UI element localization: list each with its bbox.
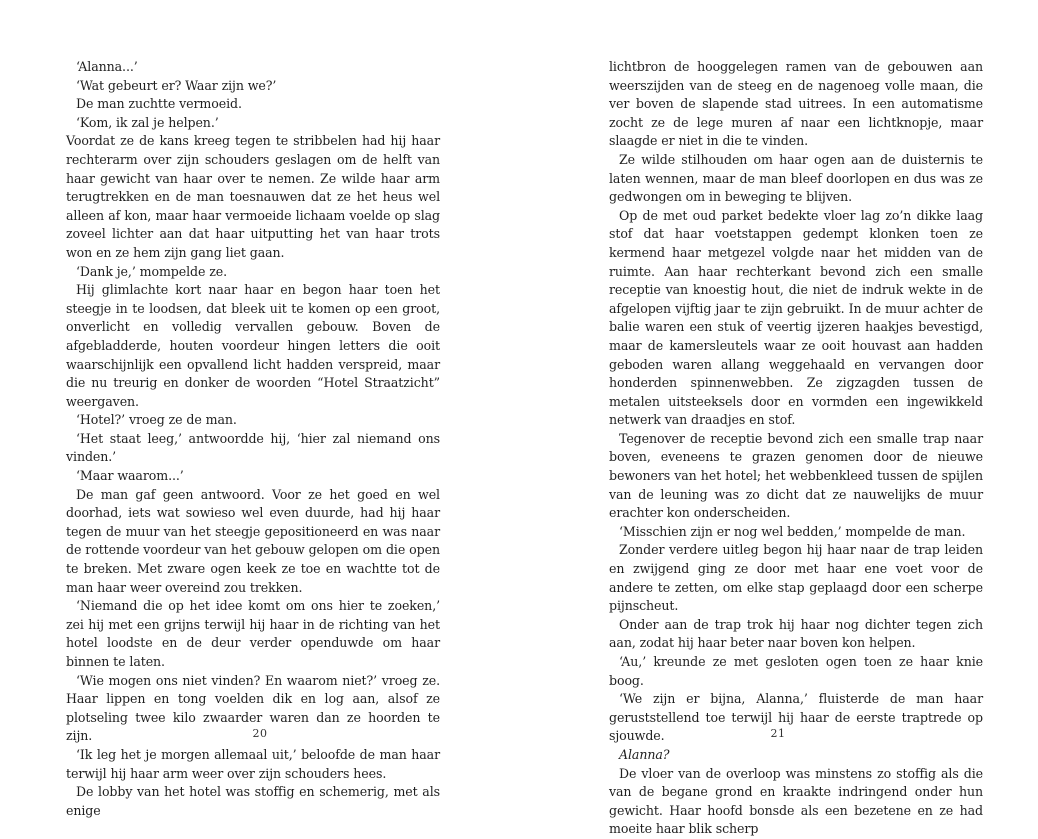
paragraph: Zonder verdere uitleg begon hij haar naar de trap leiden en zwijgend ging ze door met haar ene voet voor de andere te zetten, om elke stap geplaagd door een scherpe pijnscheut. [609,542,983,614]
paragraph: De vloer van de overloop was minstens zo stoffig als die van de begane grond en kraakte indringend onder hun gewicht. Haar hoofd bonsde als een bezetene en ze had moeite haar blik scherp [609,765,983,837]
paragraph: ‘Maar waarom...’ [76,468,184,484]
paragraph: ‘Kom, ik zal je helpen.’ [76,114,219,130]
paragraph: De man zuchtte vermoeid. [76,96,242,112]
paragraph: Tegenover de receptie bevond zich een smalle trap naar boven, eveneens te grazen genomen door de nieuwe bewoners van het hotel; het webbenkleed tussen de spijlen van de leuning was zo dicht dat ze nauwelijks de muur erachter kon onderscheiden. [609,430,983,521]
page-number-right: 21 [770,727,786,740]
paragraph-italic: Alanna? [619,746,670,762]
paragraph: De man gaf geen antwoord. Voor ze het goed en wel doorhad, iets wat sowieso wel even duurde, had hij haar tegen de muur van het steegje gepositioneerd en was naar de rottende voordeur van het gebouw gelopen om die open te breken. Met zware ogen keek ze toe en wachtte tot de man haar weer overeind zou trekken. [66,486,440,595]
paragraph: ‘We zijn er bijna, Alanna,’ fluisterde de man haar geruststellend toe terwijl hij haar de eerste traptrede op sjouwde. [609,691,983,744]
paragraph: ‘Ik leg het je morgen allemaal uit,’ beloofde de man haar terwijl hij haar arm weer over zijn schouders hees. [66,746,440,781]
paragraph: lichtbron de hooggelegen ramen van de gebouwen aan weerszijden van de steeg en de nagenoeg volle maan, die ver boven de slapende stad uitrees. In een automatisme zocht ze de lege muren af naar een lichtknopje, maar slaagde er niet in die te vinden. [609,59,983,149]
paragraph: Onder aan de trap trok hij haar nog dichter tegen zich aan, zodat hij haar beter naar boven kon helpen. [609,616,983,651]
paragraph: De lobby van het hotel was stoffig en schemerig, met als enige [66,784,440,818]
paragraph: ‘Wat gebeurt er? Waar zijn we?’ [76,77,277,93]
paragraph: ‘Het staat leeg,’ antwoordde hij, ‘hier zal niemand ons vinden.’ [66,430,440,465]
paragraph: Ze wilde stilhouden om haar ogen aan de duisternis te laten wennen, maar de man bleef doorlopen en dus was ze gedwongen om in beweging te blijven. [609,151,983,205]
right-page-text [609,58,983,839]
paragraph: ‘Wie mogen ons niet vinden? En waarom niet?’ vroeg ze. Haar lippen en tong voelden dik en log aan, alsof ze plotseling twee kilo zwaarder waren dan ze hoorden te zijn. [66,672,440,744]
paragraph: ‘Misschien zijn er nog wel bedden,’ mompelde de man. [619,523,966,539]
paragraph: ‘Alanna...’ [76,59,138,74]
paragraph: ‘Niemand die op het idee komt om ons hier te zoeken,’ zei hij met een grijns terwijl hij haar in de richting van het hotel loodste en de deur verder openduwde om haar binnen te laten. [66,598,440,669]
paragraph: Op de met oud parket bedekte vloer lag zo’n dikke laag stof dat haar voetstappen gedempt klonken toen ze kermend haar metgezel volgde naar het midden van de ruimte. Aan haar rechterkant bevond zich een smalle receptie van knoestig hout, die niet de indruk wekte in de afgelopen vijftig jaar te zijn gebruikt. In de muur achter de balie waren een stuk of veertig ijzeren haakjes bevestigd, maar de kamersleutels waar ze ooit houvast aan hadden geboden waren allang weggehaald en vervangen door honderden spinnenwebben. Ze zigzagden tussen de metalen uitsteeksels door en vormden een ingewikkeld netwerk van draadjes en stof. [609,207,983,428]
paragraph: ‘Au,’ kreunde ze met gesloten ogen toen ze haar knie boog. [609,654,983,688]
left-page-text [66,58,440,820]
paragraph: Voordat ze de kans kreeg tegen te stribbelen had hij haar rechterarm over zijn schouders geslagen om de helft van haar gewicht van haar over te nemen. Ze wilde haar arm terugtrekken en de man toesnauwen dat ze het heus wel alleen af kon, maar haar vermoeide lichaam voelde op slag zoveel lichter aan dat haar uitputting het van haar trots won en ze hem zijn gang liet gaan. [66,133,440,260]
paragraph: ‘Hotel?’ vroeg ze de man. [76,412,237,428]
paragraph: ‘Dank je,’ mompelde ze. [76,263,228,279]
paragraph: Hij glimlachte kort naar haar en begon haar toen het steegje in te loodsen, dat bleek uit te komen op een groot, onverlicht en volledig vervallen gebouw. Boven de afgebladderde, houten voordeur hingen letters die ooit waarschijnlijk een opvallend licht hadden verspreid, maar die nu treurig en donker de woorden “Hotel Straatzicht” weergaven. [66,282,440,409]
page-number-left: 20 [252,727,268,740]
